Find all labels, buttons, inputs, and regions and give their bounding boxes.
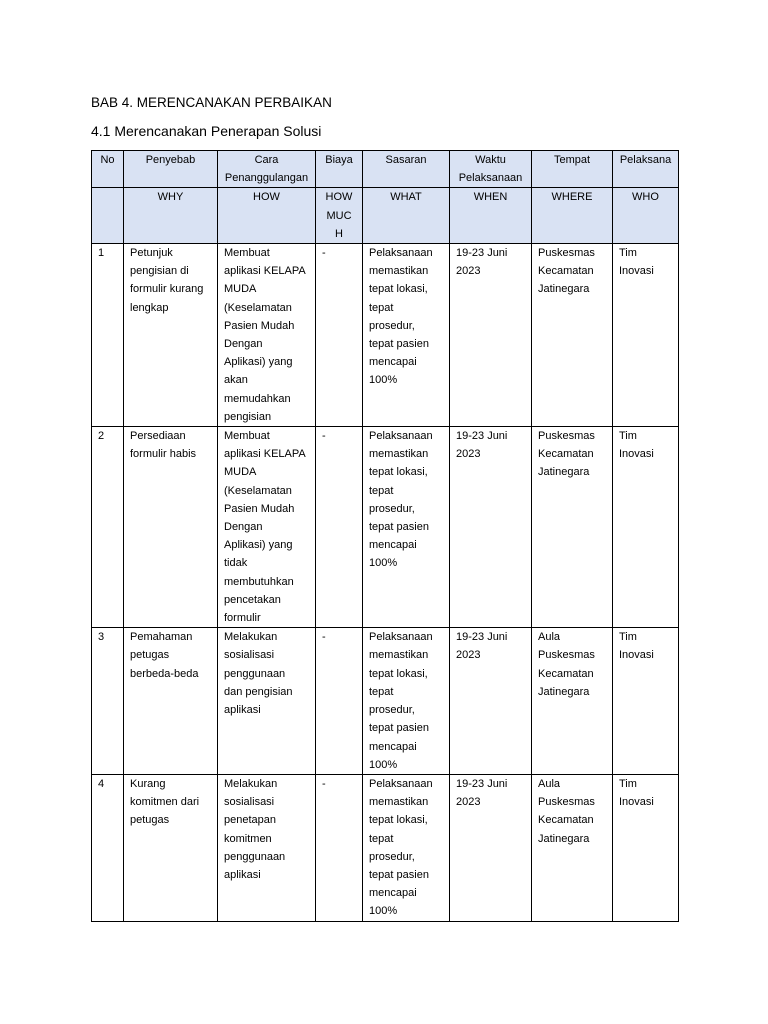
table-header [92, 151, 679, 244]
cell-text-line: Dengan [224, 521, 263, 534]
cell-text-line: Pasien Mudah [224, 319, 295, 332]
cell-text-line: Inovasi [619, 649, 654, 662]
cell-text-line: prosedur, [369, 502, 415, 515]
cell-text-line: Jatinegara [538, 685, 590, 698]
cell-text-line: lengkap [130, 301, 169, 314]
cell-text-line: Melakukan [224, 631, 278, 644]
header-how-much [316, 188, 363, 244]
cell-text-line: (Keselamatan [224, 301, 292, 314]
cell-text-line: Membuat [224, 430, 270, 443]
cell-biaya: - [316, 244, 363, 427]
cell-penyebab [124, 774, 218, 921]
cell-text-line: 100% [369, 758, 398, 771]
cell-text-line: membutuhkan [224, 575, 294, 588]
cell-text-line: Puskesmas [538, 430, 595, 443]
cell-text-line: sosialisasi [224, 649, 275, 662]
cell-no: 1 [92, 244, 124, 427]
cell-pelaksana [613, 774, 679, 921]
header-pelaksana: Pelaksana [613, 151, 679, 188]
cell-text-line: 100% [369, 557, 398, 570]
cell-text-line: 19-23 Juni [456, 777, 508, 790]
cell-text-line: 100% [369, 905, 398, 918]
cell-text-line: tidak [224, 557, 248, 570]
cell-no: 3 [92, 628, 124, 775]
cell-text-line: mencapai [369, 539, 417, 552]
cell-tempat [532, 244, 613, 427]
cell-text-line: Kecamatan [538, 667, 594, 680]
cell-text-line: prosedur, [369, 704, 415, 717]
cell-tempat [532, 427, 613, 628]
cell-text-line: tepat pasien [369, 521, 429, 534]
cell-text-line: formulir [224, 612, 261, 625]
cell-text-line: Cara [254, 154, 279, 166]
header-cara [218, 151, 316, 188]
cell-no: 2 [92, 427, 124, 628]
cell-text-line: aplikasi [224, 704, 261, 717]
cell-text-line: MUDA [224, 466, 257, 479]
header-row-labels [92, 151, 679, 188]
cell-pelaksana [613, 628, 679, 775]
cell-text-line: Penanggulangan [224, 172, 309, 185]
cell-text-line: petugas [130, 649, 170, 662]
cell-text-line: tepat [369, 484, 394, 497]
cell-biaya: - [316, 628, 363, 775]
table-row [92, 628, 679, 775]
cell-text-line: tepat pasien [369, 868, 429, 881]
cell-text-line: Pelaksanaan [369, 430, 433, 443]
cell-text-line: Waktu [475, 154, 506, 166]
cell-text-line: Tim [619, 247, 637, 260]
cell-text-line: Tim [619, 631, 637, 644]
cell-text-line: tepat lokasi, [369, 814, 428, 827]
cell-text-line: MUC [326, 209, 352, 222]
cell-sasaran [363, 244, 450, 427]
cell-text-line: mencapai [369, 356, 417, 369]
cell-biaya: - [316, 427, 363, 628]
cell-text-line: aplikasi KELAPA [224, 448, 306, 461]
cell-pelaksana [613, 244, 679, 427]
cell-text-line: Inovasi [619, 265, 654, 278]
cell-waktu [450, 427, 532, 628]
cell-text-line: Puskesmas [538, 796, 595, 809]
cell-text-line: (Keselamatan [224, 484, 292, 497]
cell-text-line: 2023 [456, 448, 481, 461]
cell-text-line: penggunaan [224, 850, 286, 863]
cell-text-line: Kecamatan [538, 814, 594, 827]
cell-text-line: memastikan [369, 796, 429, 809]
cell-text-line: Kecamatan [538, 265, 594, 278]
header-waktu [450, 151, 532, 188]
cell-text-line: tepat lokasi, [369, 667, 428, 680]
cell-text-line: Petunjuk [130, 247, 173, 260]
cell-text-line: mencapai [369, 887, 417, 900]
cell-text-line: Inovasi [619, 796, 654, 809]
cell-penyebab [124, 628, 218, 775]
cell-cara [218, 628, 316, 775]
cell-text-line: Aplikasi) yang [224, 356, 293, 369]
cell-text-line: komitmen [224, 832, 272, 845]
table-row [92, 244, 679, 427]
cell-text-line: aplikasi [224, 868, 261, 881]
header-who: WHO [613, 188, 679, 244]
header-no-blank [92, 188, 124, 244]
cell-text-line: petugas [130, 814, 170, 827]
section-title: 4.1 Merencanakan Penerapan Solusi [91, 123, 322, 139]
cell-text-line: Tim [619, 430, 637, 443]
cell-text-line: Puskesmas [538, 649, 595, 662]
header-penyebab: Penyebab [124, 151, 218, 188]
cell-text-line: penggunaan [224, 667, 286, 680]
cell-text-line: Dengan [224, 338, 263, 351]
cell-penyebab [124, 427, 218, 628]
cell-text-line: tepat [369, 832, 394, 845]
cell-text-line: Jatinegara [538, 832, 590, 845]
header-how: HOW [218, 188, 316, 244]
cell-text-line: 2023 [456, 265, 481, 278]
cell-text-line: memastikan [369, 649, 429, 662]
cell-text-line: Tim [619, 777, 637, 790]
solution-plan-table [91, 150, 679, 922]
cell-text-line: Inovasi [619, 448, 654, 461]
header-sasaran: Sasaran [363, 151, 450, 188]
cell-text-line: tepat pasien [369, 338, 429, 351]
cell-text-line: 19-23 Juni [456, 631, 508, 644]
header-biaya: Biaya [316, 151, 363, 188]
cell-biaya: - [316, 774, 363, 921]
cell-text-line: Jatinegara [538, 283, 590, 296]
cell-text-line: Membuat [224, 247, 270, 260]
cell-text-line: 19-23 Juni [456, 430, 508, 443]
chapter-title: BAB 4. MERENCANAKAN PERBAIKAN [91, 95, 332, 110]
cell-text-line: Pelaksanaan [369, 631, 433, 644]
cell-penyebab [124, 244, 218, 427]
cell-text-line: 2023 [456, 796, 481, 809]
cell-text-line: aplikasi KELAPA [224, 265, 306, 278]
cell-text-line: Jatinegara [538, 466, 590, 479]
cell-cara [218, 427, 316, 628]
cell-waktu [450, 628, 532, 775]
cell-text-line: Pelaksanaan [369, 777, 433, 790]
header-what: WHAT [363, 188, 450, 244]
header-no: No [92, 151, 124, 188]
cell-text-line: Aula [538, 631, 561, 644]
cell-text-line: dan pengisian [224, 685, 293, 698]
cell-waktu [450, 774, 532, 921]
header-where: WHERE [532, 188, 613, 244]
cell-sasaran [363, 628, 450, 775]
cell-cara [218, 244, 316, 427]
cell-text-line: prosedur, [369, 319, 415, 332]
cell-text-line: Pelaksanaan [458, 172, 523, 185]
table-row [92, 427, 679, 628]
cell-text-line: HOW [325, 191, 353, 204]
cell-tempat [532, 628, 613, 775]
cell-text-line: tepat pasien [369, 722, 429, 735]
cell-text-line: H [335, 227, 343, 240]
cell-text-line: MUDA [224, 283, 257, 296]
cell-sasaran [363, 774, 450, 921]
cell-no: 4 [92, 774, 124, 921]
cell-text-line: 2023 [456, 649, 481, 662]
cell-text-line: memastikan [369, 448, 429, 461]
cell-text-line: memudahkan [224, 392, 291, 405]
cell-cara [218, 774, 316, 921]
cell-text-line: Puskesmas [538, 247, 595, 260]
cell-text-line: tepat lokasi, [369, 283, 428, 296]
cell-text-line: penetapan [224, 814, 276, 827]
cell-text-line: pengisian di [130, 265, 189, 278]
cell-text-line: prosedur, [369, 850, 415, 863]
cell-text-line: tepat [369, 685, 394, 698]
cell-text-line: Kecamatan [538, 448, 594, 461]
cell-sasaran [363, 427, 450, 628]
cell-text-line: mencapai [369, 740, 417, 753]
cell-text-line: Kurang [130, 777, 166, 790]
cell-text-line: 19-23 Juni [456, 247, 508, 260]
cell-text-line: Pelaksanaan [369, 247, 433, 260]
cell-text-line: memastikan [369, 265, 429, 278]
cell-text-line: formulir kurang [130, 283, 204, 296]
cell-waktu [450, 244, 532, 427]
cell-text-line: 100% [369, 374, 398, 387]
cell-text-line: Melakukan [224, 777, 278, 790]
header-why: WHY [124, 188, 218, 244]
cell-text-line: Pemahaman [130, 631, 193, 644]
cell-text-line: akan [224, 374, 248, 387]
cell-text-line: formulir habis [130, 448, 197, 461]
header-row-5w1h [92, 188, 679, 244]
table-body [92, 244, 679, 922]
cell-text-line: Aplikasi) yang [224, 539, 293, 552]
header-tempat: Tempat [532, 151, 613, 188]
cell-text-line: Pasien Mudah [224, 502, 295, 515]
cell-tempat [532, 774, 613, 921]
cell-text-line: tepat [369, 301, 394, 314]
cell-text-line: tepat lokasi, [369, 466, 428, 479]
cell-text-line: komitmen dari [130, 796, 200, 809]
cell-text-line: sosialisasi [224, 796, 275, 809]
cell-text-line: Persediaan [130, 430, 186, 443]
table-row [92, 774, 679, 921]
cell-text-line: pengisian [224, 410, 272, 423]
cell-pelaksana [613, 427, 679, 628]
header-when: WHEN [450, 188, 532, 244]
cell-text-line: pencetakan [224, 593, 281, 606]
cell-text-line: Aula [538, 777, 561, 790]
cell-text-line: berbeda-beda [130, 667, 199, 680]
